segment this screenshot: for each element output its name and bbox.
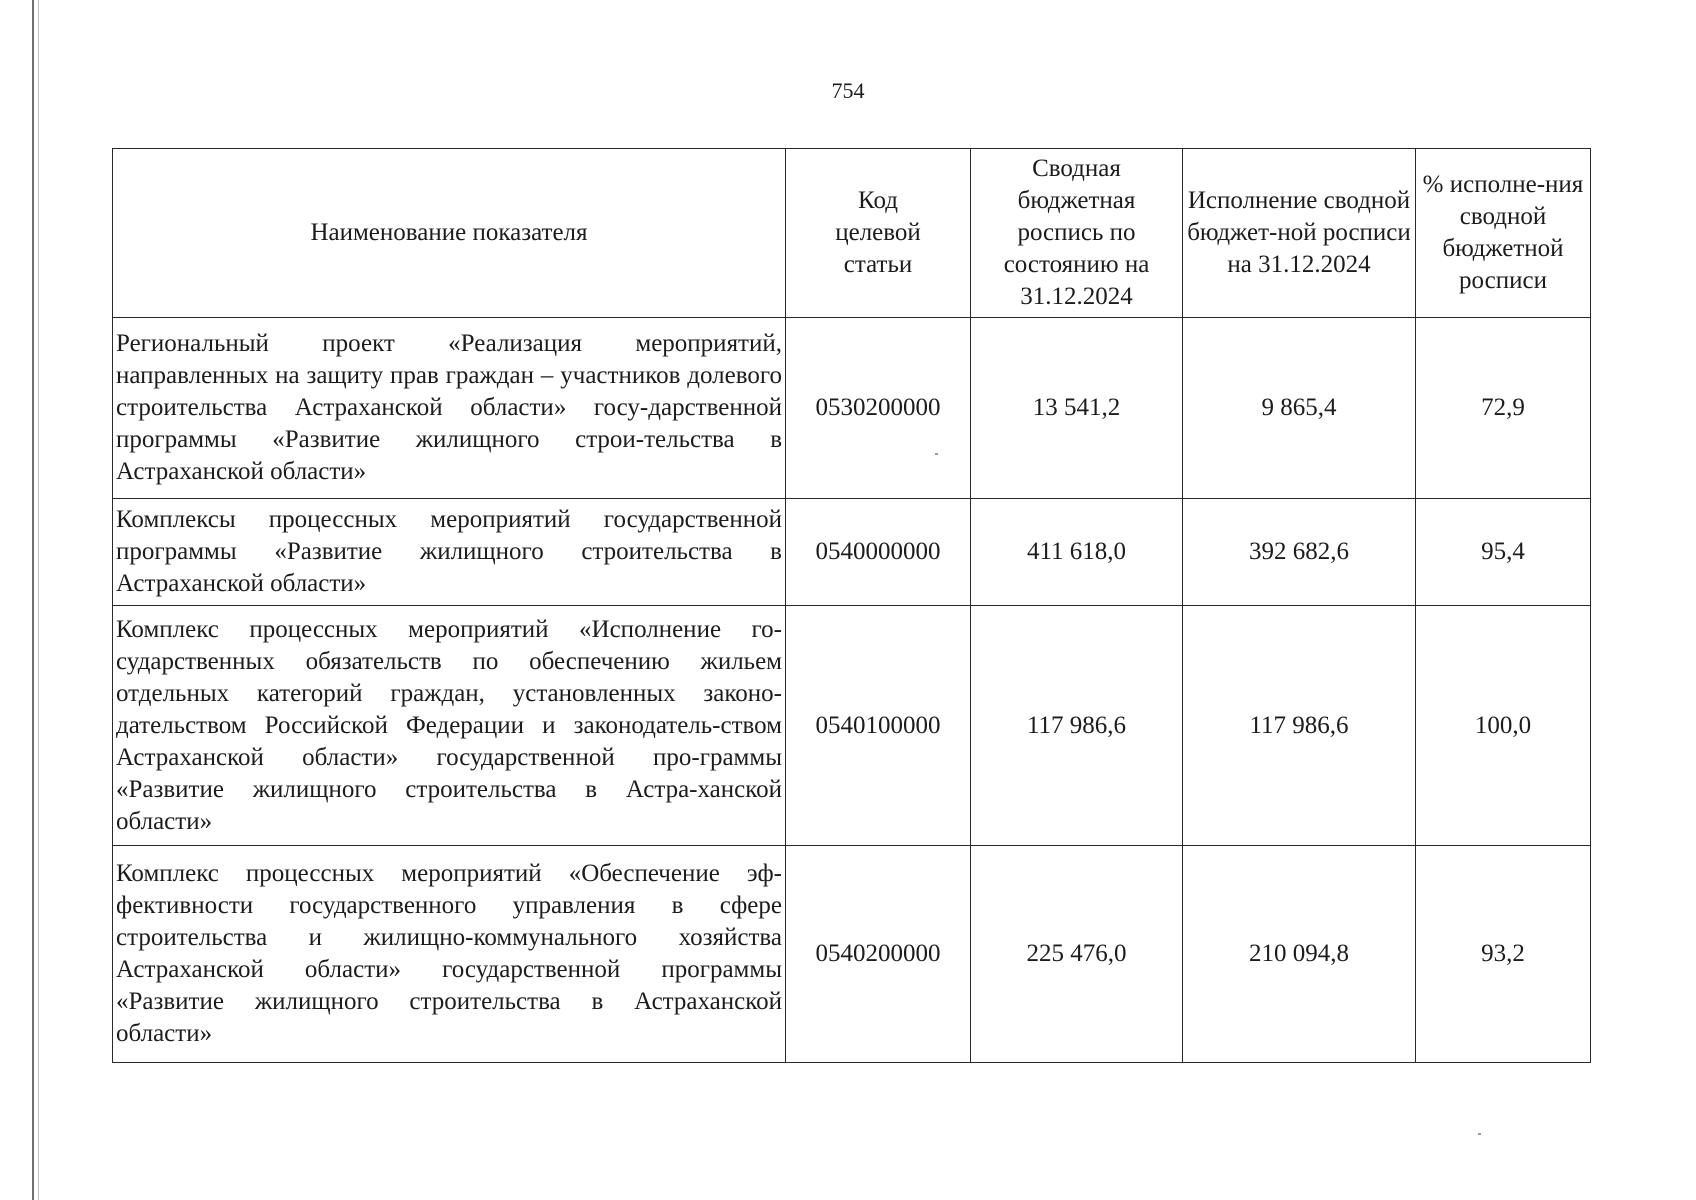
table-row [113, 318, 1591, 499]
header-indicator-name: Наименование показателя [113, 149, 786, 318]
page-number: 754 [831, 78, 865, 103]
header-row [113, 149, 1591, 318]
row-code: 0540100000 [786, 606, 971, 846]
row-budget: 13 541,2 [971, 318, 1183, 499]
header-target-code: Код целевой статьи [786, 149, 971, 318]
table-row [113, 499, 1591, 606]
header-budget-execution: Исполнение сводной бюджет-ной росписи на 31.12.2024 [1183, 149, 1416, 318]
scan-speck [1478, 1133, 1481, 1135]
row-name: Комплекс процессных мероприятий «Исполнение го-сударственных обязательств по обеспечению жильем отдельных категорий граждан, установленных законо-дательством Российской Федерации и законодатель-ством Астраханской области» государственной про-граммы «Развитие жилищного строительства в Астра-ханской области» [113, 606, 786, 846]
row-executed: 392 682,6 [1183, 499, 1416, 606]
row-percent: 95,4 [1416, 499, 1591, 606]
row-name: Региональный проект «Реализация мероприятий, направленных на защиту прав граждан – участников долевого строительства Астраханской области» госу-дарственной программы «Развитие жилищного строи-тельства в Астраханской области» [113, 318, 786, 499]
row-name: Комплекс процессных мероприятий «Обеспечение эф-фективности государственного управления в сфере строительства и жилищно-коммунального хозяйства Астраханской области» государственной программы «Развитие жилищного строительства в Астраханской области» [113, 846, 786, 1063]
scan-speck [935, 453, 938, 455]
row-budget: 117 986,6 [971, 606, 1183, 846]
row-executed: 9 865,4 [1183, 318, 1416, 499]
row-budget: 411 618,0 [971, 499, 1183, 606]
row-percent: 93,2 [1416, 846, 1591, 1063]
row-code: 0530200000 [786, 318, 971, 499]
table-row [113, 606, 1591, 846]
header-budget-schedule: Сводная бюджетная роспись по состоянию на 31.12.2024 [971, 149, 1183, 318]
row-executed: 117 986,6 [1183, 606, 1416, 846]
row-code: 0540200000 [786, 846, 971, 1063]
row-executed: 210 094,8 [1183, 846, 1416, 1063]
row-percent: 72,9 [1416, 318, 1591, 499]
row-percent: 100,0 [1416, 606, 1591, 846]
row-budget: 225 476,0 [971, 846, 1183, 1063]
row-code: 0540000000 [786, 499, 971, 606]
table-row [113, 846, 1591, 1063]
left-margin-shadow [38, 0, 39, 1200]
header-execution-percent: % исполне-ния сводной бюджетной росписи [1416, 149, 1591, 318]
row-name: Комплексы процессных мероприятий государственной программы «Развитие жилищного строительства в Астраханской области» [113, 499, 786, 606]
budget-execution-table [112, 148, 1591, 1063]
left-margin-line [32, 0, 34, 1200]
